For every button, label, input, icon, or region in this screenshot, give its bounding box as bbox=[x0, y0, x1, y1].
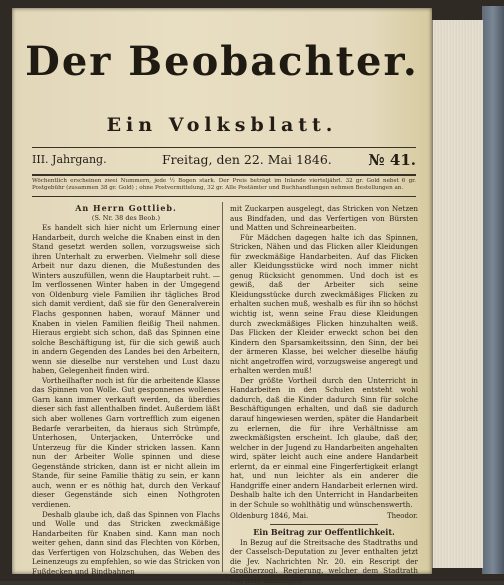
article-reference: (S. Nr. 38 des Beob.) bbox=[91, 213, 161, 222]
section-rule bbox=[270, 524, 378, 525]
newspaper-page bbox=[12, 8, 432, 585]
paragraph: Deshalb glaube ich, daß das Spinnen von Flachs und Wolle und das Stricken zweckmäßige Handarbeiten für Knaben sind. Kann man noch weiter gehen, dann sind das Flechten von Körben, das Verfertigen von Holzschuhen, das Weben des Leinenzeugs zu empfehlen, so wie das Stricken von Fußdecken und Bindbahnen bbox=[32, 509, 221, 576]
right-column bbox=[230, 204, 418, 585]
section-heading: Ein Beitrag zur Oeffentlichkeit. bbox=[253, 527, 395, 538]
issue-date: Freitag, den 22. Mai 1846. bbox=[162, 152, 332, 167]
article-heading: An Herrn Gottlieb. bbox=[75, 203, 177, 213]
masthead-subtitle: Ein Volksblatt. bbox=[106, 114, 338, 136]
left-column bbox=[32, 204, 220, 576]
paragraph: In Bezug auf die Streitsache des Stadtraths und der Casselsch-Deputation zu Jever enthalten jetzt die Jev. Nachrichten Nr. 20. ein Rescript der Großherzogl. Regierung, welcher dem Stadtrath von dem damaligen bbox=[230, 537, 418, 585]
signature-line bbox=[230, 512, 418, 522]
paragraph: Der größte Vortheil durch den Unterricht in Handarbeiten in den Schulen entsteht wohl dadurch, daß die Kinder dadurch Sinn für solche Beschäftigungen erhalten, und daß sie dadurch darauf hingewiesen werden, später die Handarbeit zu erlernen, die für ihre Verhältnisse am zweckmäßigsten erscheint. Ich glaube, daß der, welcher in der Jugend zu Handarbeiten angehalten wird, später leicht auch eine andere Handarbeit erlernt, da er einmal eine Fingerfertigkeit erlangt hat, und nun leichter als ein anderer die Handgriffe einer andern Handarbeit erlernen wird. Deshalb halte ich den Unterricht in Handarbeiten in der Schule so wohlthätig und wünschenswerth. bbox=[230, 375, 418, 509]
issue-line bbox=[32, 151, 416, 171]
issue-number: № 41. bbox=[368, 151, 416, 169]
column-divider bbox=[222, 202, 223, 572]
subscription-note: Wöchentlich erscheinen zwei Nummern, jede ½ Bogen stark. Der Preis beträgt im Inlande vierteljährl. 32 gr. Gold nebst 6 gr. Postgebühr (zusammen 38 gr. Gold) ; ohne Postvermittelung, 32 gr. Alle Postämter und Buchhandlungen nehmen Bestellungen an. bbox=[32, 178, 416, 191]
issue-year: III. Jahrgang. bbox=[32, 153, 107, 166]
paragraph: Vortheilhafter noch ist für die arbeitende Klasse das Spinnen von Wolle. Gut gesponnenes wollenes Garn kann immer verkauft werden, da überdies dieser sich fast allenthalben findet. Außerdem läßt sich aber wollenes Garn vortrefflich zum eigenen Bedarfe verarbeiten, da hieraus sich Strümpfe, Unterhosen, Unterjacken, Unterröcke und Unterzeug für die Kinder stricken lassen. Kann nun der Arbeiter Wolle spinnen und diese Gegenstände stricken, dann ist er nicht allein im Stande, für seine Familie thätig zu sein, er kann auch, wenn er es nöthig hat, durch den Verkauf dieser Gegenstände sich einen Nothgroten verdienen. bbox=[32, 375, 220, 509]
divider-rule bbox=[32, 174, 416, 176]
paragraph: Es handelt sich hier nicht um Erlernung einer Handarbeit, durch welche die Knaben einst in den Stand gesetzt werden sollen, vorzugsweise sich ihren Unterhalt zu erwerben. Vielmehr soll diese Arbeit nur dazu dienen, die Mußestunden des Winters auszufüllen, wenn die Hauptarbeit ruht. — Im verflossenen Winter haben in der Umgegend von Oldenburg viele Familien ihr tägliches Brod sich damit verdient, daß sie für den Generalverein Flachs gesponnen haben, worauf Männer und Knaben in vielen Familien fleißig Theil nahmen. Hieraus ergiebt sich schon, daß das Spinnen eine solche Beschäftigung ist, für die sich gewiß auch in andern Gegenden des Landes bei den Arbeitern, wenn sie dieselbe nur verstehen und Lust dazu haben, Gelegenheit finden wird. bbox=[32, 223, 220, 376]
paragraph: mit Zuckarpen ausgelegt, das Stricken von Netzen aus Bindfaden, und das Verfertigen von Bürsten und Matten und Schreinearbeiten. bbox=[230, 204, 418, 233]
divider-rule bbox=[32, 196, 416, 197]
divider-rule bbox=[32, 147, 416, 148]
book-cover-edge bbox=[482, 6, 504, 574]
page-stack-edge bbox=[432, 20, 483, 568]
masthead-title: Der Beobachter. bbox=[25, 38, 419, 85]
paragraph: Für Mädchen dagegen halte ich das Spinnen, Stricken, Nähen und das Flicken aller Kleidungen für zweckmäßige Handarbeiten. Auf das Flicken aller Kleidungsstücke wird noch immer nicht genug Rücksicht genommen. Und doch ist es gewiß, daß der Arbeiter sich seine Kleidungsstücke durch zweckmäßiges Flicken zu erhalten suchen muß, weshalb es für ihn so höchst wichtig ist, wenn seine Frau diese Kleidungen durch zweckmäßiges Flicken hinzuhalten weiß. Das Flicken der Kleider erweckt schon bei den Kindern den Sparsamkeitssinn, den Sinn, der bei der ärmeren Klasse, bei welcher dieselbe häufig nicht angetroffen wird, vorzugsweise angeregt und erhalten werden muß! bbox=[230, 232, 418, 376]
signature-place: Oldenburg 1846, Mai. bbox=[230, 511, 309, 520]
signature-name: Theodor. bbox=[386, 511, 418, 520]
